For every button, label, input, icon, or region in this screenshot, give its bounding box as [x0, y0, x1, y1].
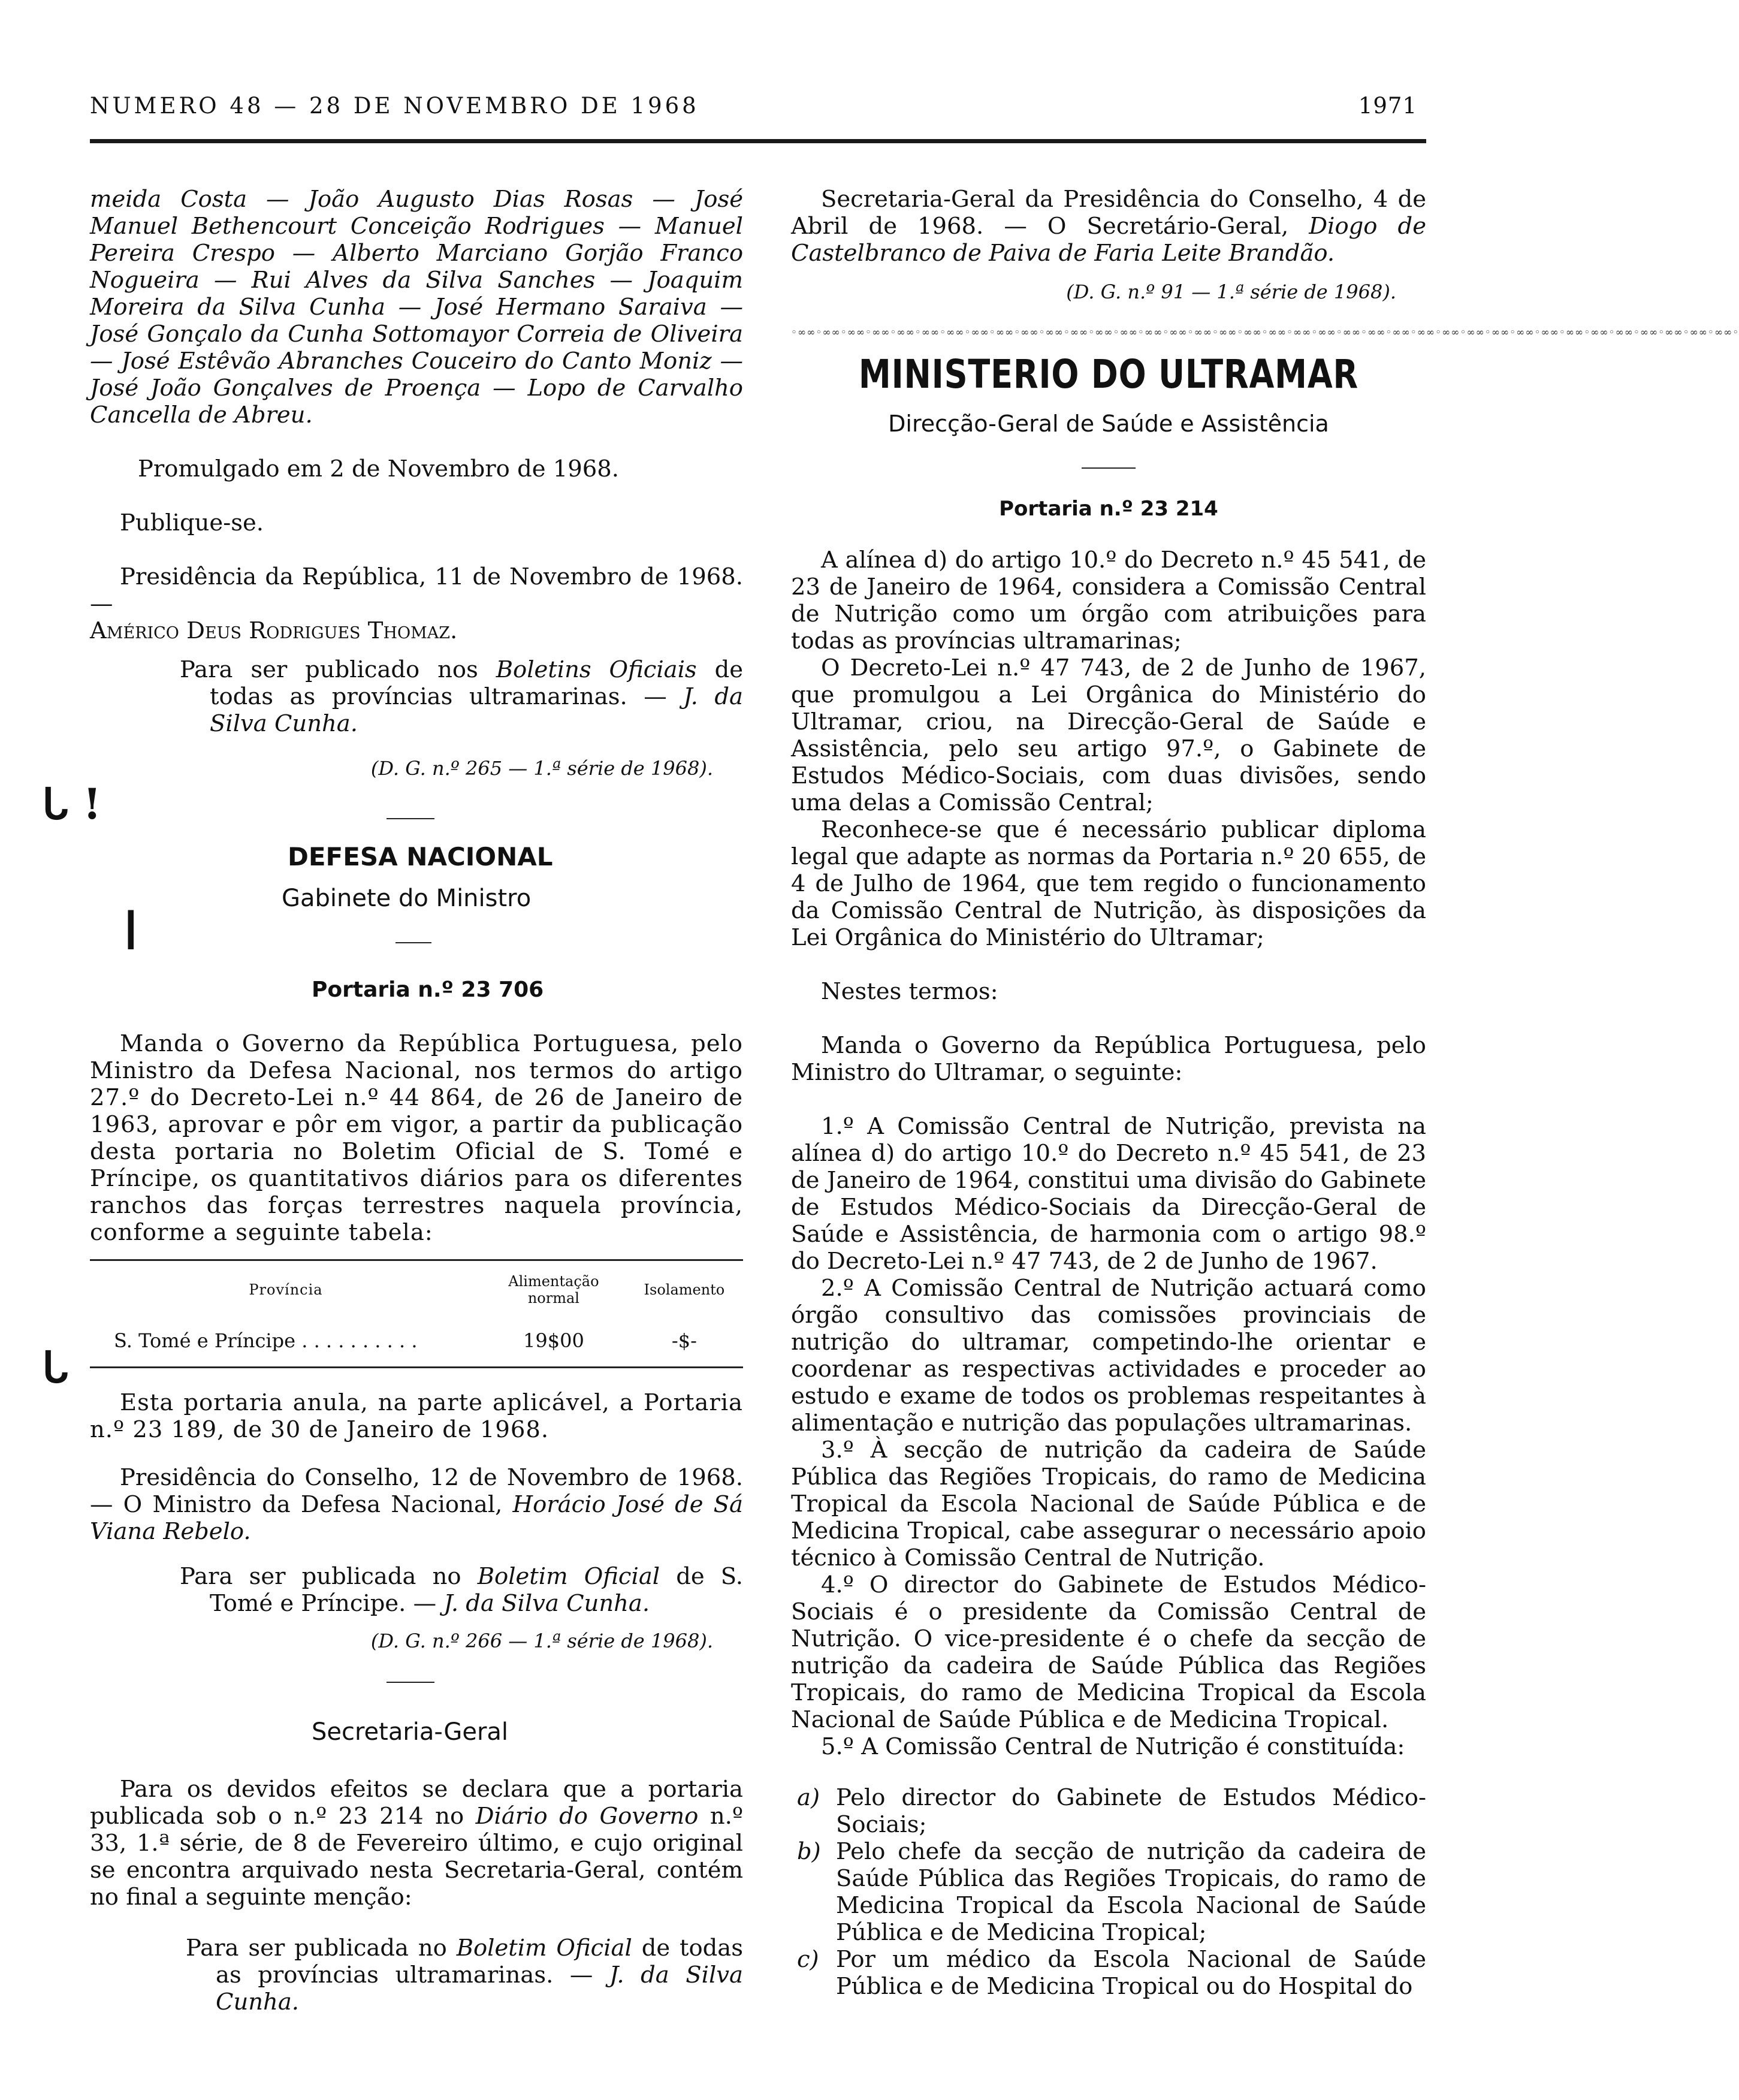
- portaria-23214-label: Portaria n.º 23 214: [999, 497, 1218, 521]
- publication-note-rest: de todas as províncias ultramarinas. —: [210, 656, 744, 710]
- conselho-body: Presidência do Conselho, 12 de Novembro de 1968. — O Ministro da Defesa Nacional,: [90, 1464, 743, 1518]
- table-cell-isolamento: -$-: [671, 1329, 697, 1352]
- dg-reference-1: (D. G. n.º 265 — 1.ª série de 1968).: [370, 757, 713, 780]
- secretaria-geral-text-italic: Diário do Governo: [475, 1803, 699, 1830]
- portaria-23706-label: Portaria n.º 23 706: [312, 977, 544, 1002]
- section-divider-2: [395, 942, 431, 943]
- margin-mark-2: ǀ: [123, 899, 139, 962]
- secretaria-geral-text: [90, 1776, 743, 1911]
- table-header-row: [90, 1261, 743, 1318]
- conselho-text: [90, 1464, 743, 1545]
- right-column: [791, 186, 1739, 2000]
- table-cell-alimentacao: 19$00: [523, 1329, 584, 1352]
- section-divider-1: [387, 818, 434, 819]
- publicada-st-signature: J. da Silva Cunha.: [443, 1590, 650, 1617]
- publique: Publique-se.: [120, 509, 264, 536]
- list-item: [791, 1946, 1426, 2000]
- presidencia: Presidência da República, 11 de Novembro de 1968. —: [90, 563, 743, 617]
- paragraph-2: O Decreto-Lei n.º 47 743, de 2 de Junho de 1967, que promulgou a Lei Orgânica do Ministério do Ultramar, criou, na Direcção-Geral de Saúde e Assistência, pelo seu artigo 97.º, o Gabinete de Estudos Médico-Sociais, com duas divisões, sendo uma delas a Comissão Central;: [791, 654, 1426, 816]
- table-header-alimentacao: Alimentação normal: [508, 1272, 599, 1307]
- issue-date: NUMERO 48 — 28 DE NOVEMBRO DE 1968: [90, 93, 699, 119]
- paragraph-1: A alínea d) do artigo 10.º do Decreto n.º 45 541, de 23 de Janeiro de 1964, considera a Comissão Central de Nutrição como um órgão com atribuições para todas as províncias ultramarinas;: [791, 547, 1426, 654]
- publication-note-text: Para ser publicado nos: [180, 656, 478, 683]
- secretaria-geral-text-1: Para os devidos efeitos se declara que a portaria publicada sob o n.º 23 214 no: [90, 1776, 743, 1830]
- ornamental-divider: ◦∞∞◦∞∞◦∞∞◦∞∞◦∞∞◦∞∞◦∞∞◦∞∞◦∞∞◦∞∞◦∞∞◦∞∞◦∞∞◦∞∞◦∞∞◦∞∞◦∞∞◦∞∞◦∞∞◦∞∞◦∞∞◦∞∞◦∞∞◦∞∞◦∞∞◦∞∞◦∞∞◦∞∞◦∞∞◦∞∞◦∞∞◦∞∞◦∞∞◦∞∞◦∞∞◦∞∞◦∞∞◦∞∞◦: [791, 327, 1739, 339]
- conselho-signature: Horácio José de Sá Viana Rebelo.: [90, 1491, 743, 1545]
- list-item-label: a): [797, 1784, 820, 1811]
- table-bottom-rule: [90, 1366, 743, 1368]
- list-item-text: Pelo chefe da secção de nutrição da cadeira de Saúde Pública das Regiões Tropicais, do ramo de Medicina Tropical da Escola Nacional de Saúde Pública e de Medicina Tropical;: [836, 1838, 1426, 1946]
- list-item-label: b): [797, 1838, 821, 1865]
- left-column: [90, 186, 743, 2015]
- president-name: Américo Deus Rodrigues Thomaz.: [90, 617, 458, 644]
- list-item: [791, 1784, 1426, 1838]
- table-header-provincia: Província: [249, 1281, 323, 1298]
- table-row: [90, 1318, 743, 1363]
- paragraph-4: Nestes termos:: [821, 978, 998, 1005]
- secretaria-geral-title: Secretaria-Geral: [312, 1718, 509, 1746]
- direccao-geral-title: Direcção-Geral de Saúde e Assistência: [888, 411, 1329, 437]
- signatories: meida Costa — João Augusto Dias Rosas — José Manuel Bethencourt Conceição Rodrigues — Manuel Pereira Crespo — Alberto Marciano Gorjão Franco Nogueira — Rui Alves da Silva Sanches — Joaquim Moreira da Silva Cunha — José Hermano Saraiva — José Gonçalo da Cunha Sottomayor Correia de Oliveira — José Estêvão Abranches Couceiro do Canto Moniz — José João Gonçalves de Proença — Lopo de Carvalho Cancella de Abreu.: [90, 186, 743, 429]
- publicada-st-italic: Boletim Oficial: [477, 1563, 660, 1590]
- promulgado: Promulgado em 2 de Novembro de 1968.: [138, 455, 619, 482]
- secretaria-signature: Diogo de Castelbranco de Paiva de Faria Leite Brandão.: [791, 213, 1426, 267]
- margin-mark-1: ᒐ !: [42, 779, 102, 829]
- article-5: 5.º A Comissão Central de Nutrição é constituída:: [821, 1733, 1405, 1760]
- mencao-rest: de todas as províncias ultramarinas. —: [216, 1935, 743, 1989]
- mencao-signature: J. da Silva Cunha.: [216, 1962, 743, 2015]
- mencao-italic: Boletim Oficial: [456, 1935, 632, 1962]
- table-cell-provincia: S. Tomé e Príncipe . . . . . . . . . .: [114, 1329, 418, 1352]
- publicada-st-text: Para ser publicada no: [180, 1563, 461, 1590]
- paragraph-3: Reconhece-se que é necessário publicar diploma legal que adapte as normas da Portaria n.º 20 655, de 4 de Julho de 1964, que tem regido o funcionamento da Comissão Central de Nutrição, às disposições da Lei Orgânica do Ministério do Ultramar;: [791, 816, 1426, 951]
- mencao: [90, 1935, 743, 2015]
- article-4: 4.º O director do Gabinete de Estudos Médico-Sociais é o presidente da Comissão Central de Nutrição. O vice-presidente é o chefe da secção de nutrição da cadeira de Saúde Pública das Regiões Tropicais, do ramo de Medicina Tropical da Escola Nacional de Saúde Pública e de Medicina Tropical.: [791, 1571, 1426, 1733]
- article-3: 3.º À secção de nutrição da cadeira de Saúde Pública das Regiões Tropicais, do ramo de Medicina Tropical da Escola Nacional de Saúde Pública e de Medicina Tropical, cabe assegurar o necessário apoio técnico à Comissão Central de Nutrição.: [791, 1437, 1426, 1571]
- publicada-st-note: [90, 1563, 743, 1617]
- section-divider-3: [387, 1682, 434, 1683]
- dg-reference-3: (D. G. n.º 91 — 1.ª série de 1968).: [1066, 280, 1396, 303]
- publication-note-italic: Boletins Oficiais: [496, 656, 697, 683]
- list-item-text: Pelo director do Gabinete de Estudos Médico-Sociais;: [836, 1784, 1426, 1838]
- list-item-label: c): [797, 1946, 819, 1973]
- secretaria-body: Secretaria-Geral da Presidência do Conselho, 4 de Abril de 1968. — O Secretário-Geral,: [791, 186, 1426, 240]
- anula-text: Esta portaria anula, na parte aplicável, a Portaria n.º 23 189, de 30 de Janeiro de 1968.: [90, 1389, 743, 1443]
- list-item-text: Por um médico da Escola Nacional de Saúde Pública e de Medicina Tropical ou do Hospital do: [836, 1946, 1426, 2000]
- list-item: [791, 1838, 1426, 1946]
- secretaria-text: [791, 186, 1426, 267]
- secretaria-geral-text-2: n.º 33, 1.ª série, de 8 de Fevereiro último, e cujo original se encontra arquivado nesta Secretaria-Geral, contém no final a seguinte menção:: [90, 1803, 743, 1911]
- header-rule: [90, 139, 1426, 143]
- paragraph-5: Manda o Governo da República Portuguesa, pelo Ministro do Ultramar, o seguinte:: [791, 1032, 1426, 1086]
- article-2: 2.º A Comissão Central de Nutrição actuará como órgão consultivo das comissões provinciais de nutrição do ultramar, competindo-lhe orientar e coordenar as respectivas actividades e proceder ao estudo e exame de todos os problemas respeitantes à alimentação e nutrição das populações ultramarinas.: [791, 1275, 1426, 1437]
- dg-reference-2: (D. G. n.º 266 — 1.ª série de 1968).: [370, 1630, 713, 1652]
- section-divider-4: [1082, 467, 1136, 469]
- article-1: 1.º A Comissão Central de Nutrição, prevista na alínea d) do artigo 10.º do Decreto n.º 45 541, de 23 de Janeiro de 1964, constitui uma divisão do Gabinete de Estudos Médico-Sociais da Direcção-Geral de Saúde e Assistência, de harmonia com o artigo 98.º do Decreto-Lei n.º 47 743, de 2 de Junho de 1967.: [791, 1113, 1426, 1275]
- defesa-title: DEFESA NACIONAL: [288, 842, 553, 871]
- ministry-title: MINISTERIO DO ULTRAMAR: [858, 351, 1359, 397]
- mencao-text: Para ser publicada no: [186, 1935, 447, 1962]
- table-header-isolamento: Isolamento: [644, 1281, 725, 1298]
- publication-signature: J. da Silva Cunha.: [210, 683, 743, 737]
- page-number: 1971: [1358, 93, 1417, 119]
- rations-table: [90, 1261, 743, 1363]
- margin-mark-3: ᒐ: [42, 1342, 68, 1392]
- page-header: [90, 93, 1417, 129]
- manda-text: Manda o Governo da República Portuguesa, pelo Ministro da Defesa Nacional, nos termos do artigo 27.º do Decreto-Lei n.º 44 864, de 26 de Janeiro de 1963, aprovar e pôr em vigor, a partir da publicação desta portaria no Boletim Oficial de S. Tomé e Príncipe, os quantitativos diários para os diferentes ranchos das forças terrestres naquela província, conforme a seguinte tabela:: [90, 1030, 743, 1246]
- gabinete-title: Gabinete do Ministro: [282, 885, 532, 912]
- publication-note: [90, 656, 743, 737]
- publicada-st-rest: de S. Tomé e Príncipe. —: [210, 1563, 744, 1617]
